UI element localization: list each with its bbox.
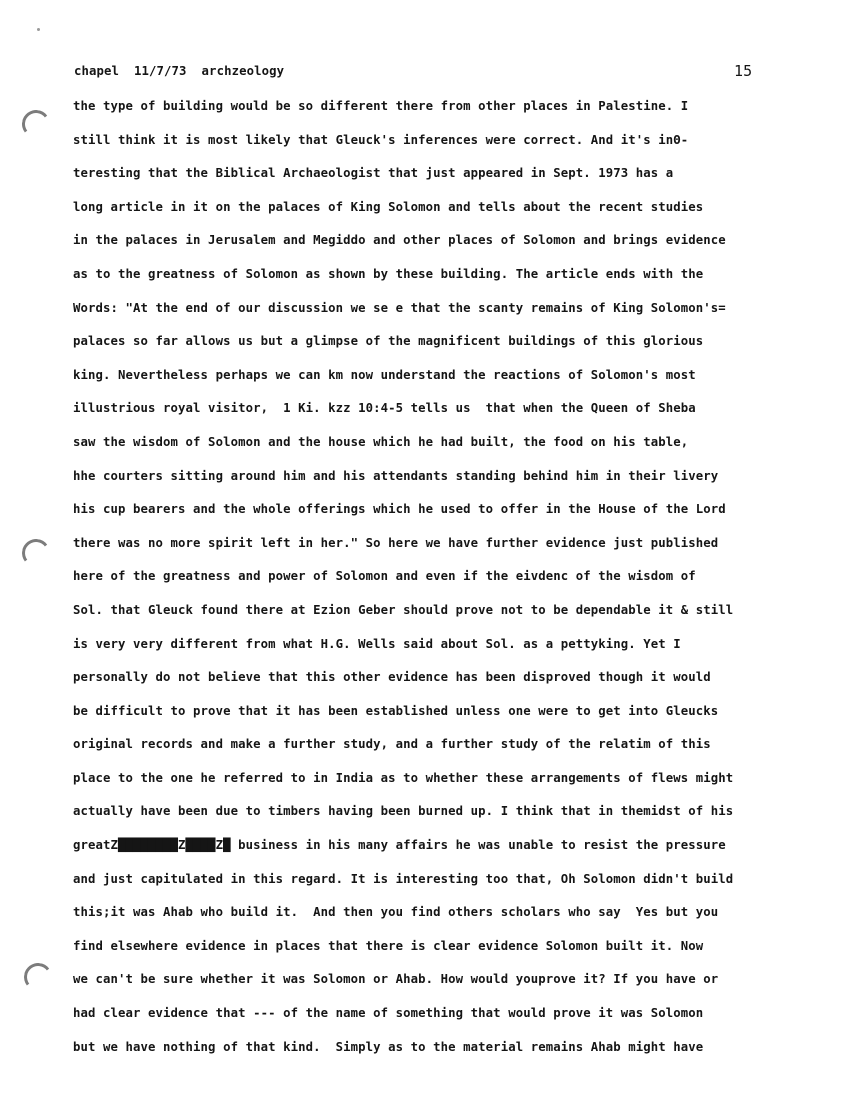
text-line: the type of building would be so different there from other places in Palestine. I (73, 99, 689, 113)
text-line: there was no more spirit left in her." So here we have further evidence just published (73, 535, 719, 550)
text-line: actually have been due to timbers having been burned up. I think that in themidst of his (73, 804, 734, 819)
text-line: illustrious royal visitor, 1 Ki. kzz 10:4-5 tells us that when the Queen of Sheba (73, 401, 696, 416)
text-line: Sol. that Gleuck found there at Ezion Geber should prove not to be dependable it & still (73, 602, 734, 617)
text-line: long article in it on the palaces of King Solomon and tells about the recent studies (73, 199, 704, 214)
punch-hole-top (20, 108, 52, 140)
text-line: here of the greatness and power of Solomon and even if the eivdenc of the wisdom of (73, 569, 696, 584)
page-header: chapel 11/7/73 archzeology (74, 64, 285, 78)
text-line: place to the one he referred to in India as to whether these arrangements of flews might (73, 770, 734, 785)
page-number: 15 (734, 62, 753, 80)
text-line: as to the greatness of Solomon as shown by these building. The article ends with the (73, 266, 704, 281)
text-line: this;it was Ahab who build it. And then you find others scholars who say Yes but you (73, 905, 719, 920)
text-line: and just capitulated in this regard. It is interesting too that, Oh Solomon didn't build (73, 871, 734, 886)
text-line: had clear evidence that --- of the name of something that would prove it was Solomon (73, 1006, 704, 1021)
text-line: king. Nevertheless perhaps we can km now understand the reactions of Solomon's most (73, 367, 696, 382)
text-line: greatZ████████Z████Z█ business in his many affairs he was unable to resist the pressure (73, 838, 726, 853)
text-line: teresting that the Biblical Archaeologist that just appeared in Sept. 1973 has a (73, 166, 674, 181)
text-line: hhe courters sitting around him and his attendants standing behind him in their livery (73, 468, 719, 483)
text-line: saw the wisdom of Solomon and the house which he had built, the food on his table, (73, 434, 689, 449)
text-line: personally do not believe that this other evidence has been disproved though it would (73, 670, 711, 685)
punch-hole-bottom (22, 961, 54, 993)
text-line: but we have nothing of that kind. Simply as to the material remains Ahab might have (73, 1039, 704, 1054)
text-line: be difficult to prove that it has been established unless one were to get into Gleucks (73, 703, 719, 718)
transcript-body (73, 96, 733, 1070)
text-line: still think it is most likely that Gleuck's inferences were correct. And it's inΘ- (73, 132, 689, 147)
text-line: in the palaces in Jerusalem and Megiddo and other places of Solomon and brings evidence (73, 233, 726, 248)
text-line: Words: "At the end of our discussion we se e that the scanty remains of King Solomon's= (73, 300, 726, 315)
text-line: original records and make a further study, and a further study of the relatim of this (73, 737, 711, 752)
text-line: find elsewhere evidence in places that there is clear evidence Solomon built it. Now (73, 938, 704, 953)
text-line: is very very different from what H.G. Wells said about Sol. as a pettyking. Yet I (73, 636, 681, 651)
text-line: his cup bearers and the whole offerings which he used to offer in the House of the Lord (73, 502, 726, 517)
text-line: we can't be sure whether it was Solomon or Ahab. How would youprove it? If you have or (73, 972, 719, 987)
text-line: palaces so far allows us but a glimpse of the magnificent buildings of this glorious (73, 334, 704, 349)
punch-hole-middle (20, 537, 52, 569)
paper-speck (37, 28, 40, 31)
